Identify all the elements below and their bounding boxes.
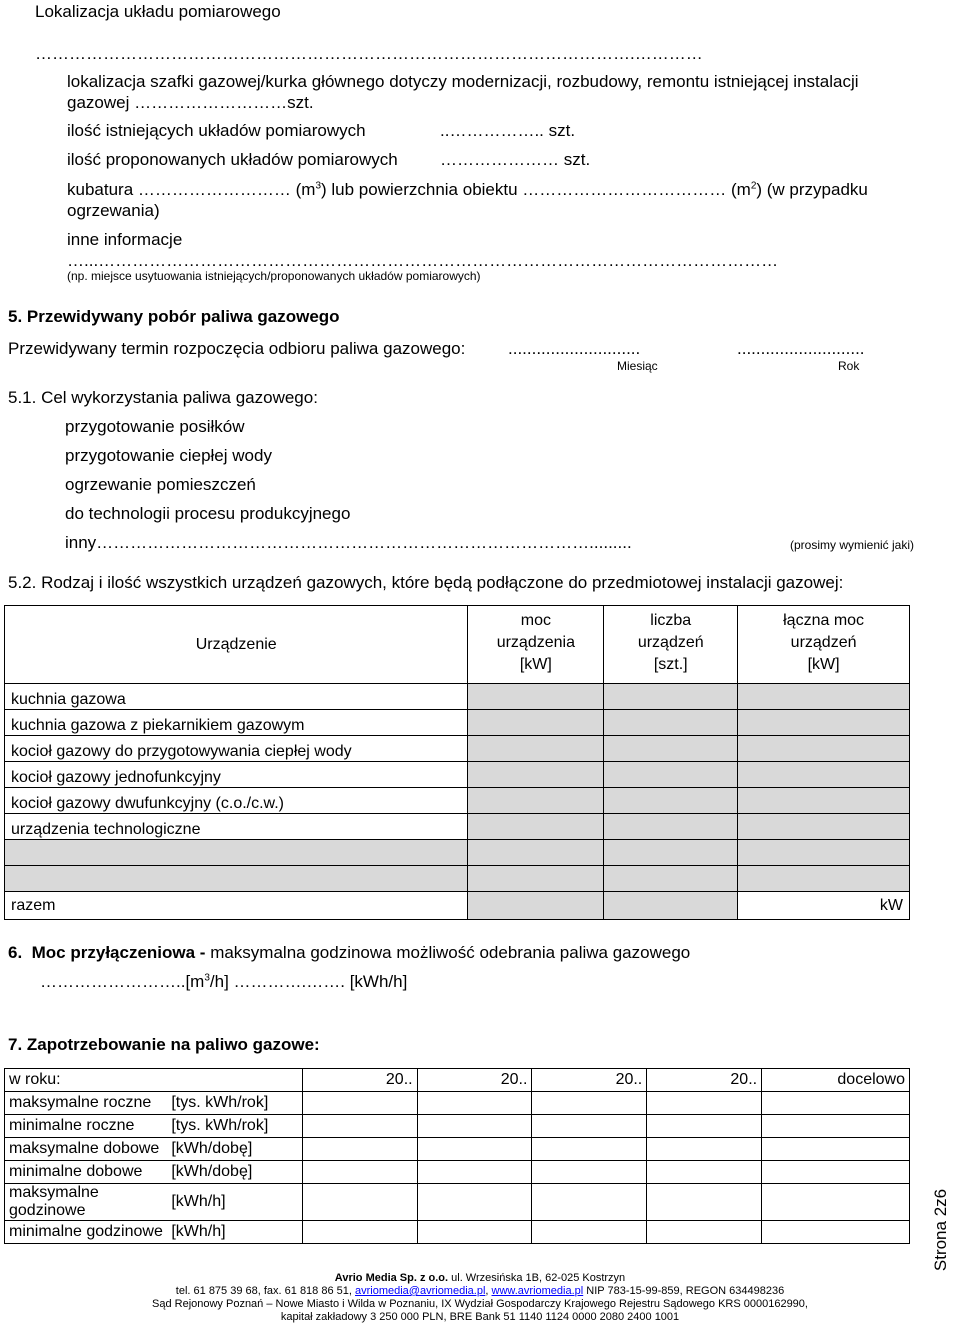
kubatura-line-2: ogrzewania) [67, 201, 160, 220]
year-column-header: 20.. [302, 1069, 417, 1092]
total-cell[interactable] [738, 788, 910, 814]
value-cell[interactable] [762, 1092, 910, 1115]
location-dots-line: …………………………………………………………………………………………….………… [35, 44, 703, 63]
consumption-table [4, 1068, 910, 1244]
device-name: urządzenia technologiczne [5, 814, 468, 840]
count-cell[interactable] [604, 840, 738, 866]
power-cell[interactable] [468, 762, 604, 788]
purpose-other-line: inny……………………………………………………………………………......... [65, 533, 632, 552]
year-column-header: 20.. [647, 1069, 762, 1092]
total-power-column-header: łączna moc urządzeń [kW] [738, 606, 910, 684]
value-cell[interactable] [647, 1138, 762, 1161]
target-column-header: docelowo [762, 1069, 910, 1092]
device-name: kuchnia gazowa z piekarnikiem gazowym [5, 710, 468, 736]
row-label: maksymalne godzinowe [5, 1184, 168, 1221]
cabinet-line-2: gazowej ………………………szt. [67, 93, 314, 112]
value-cell[interactable] [532, 1115, 647, 1138]
kubatura-line: kubatura ……………………… $(m^3)$ lub powierzchnia obiektu ……………………………… $(m^2)$ (w przypadku [67, 180, 868, 199]
total-count-cell [604, 892, 738, 920]
year-column-header: 20.. [417, 1069, 532, 1092]
count-cell[interactable] [604, 866, 738, 892]
table-row [5, 814, 910, 840]
cabinet-line-1: lokalizacja szafki gazowej/kurka głównego dotyczy modernizacji, rozbudowy, remontu istniejącej instalacji [67, 72, 859, 91]
value-cell[interactable] [302, 1138, 417, 1161]
value-cell[interactable] [417, 1115, 532, 1138]
other-info-dots: …...………………………………………………………………………………………………………… [67, 251, 779, 270]
value-cell[interactable] [417, 1184, 532, 1221]
value-cell[interactable] [532, 1221, 647, 1244]
row-label: minimalne godzinowe [5, 1221, 168, 1244]
page-number-label: Strona 2z6 [931, 1188, 951, 1272]
row-unit: [tys. kWh/rok] [167, 1115, 302, 1138]
table-row [5, 1221, 910, 1244]
value-cell[interactable] [762, 1184, 910, 1221]
count-cell[interactable] [604, 788, 738, 814]
row-label: maksymalne dobowe [5, 1138, 168, 1161]
value-cell[interactable] [417, 1161, 532, 1184]
power-cell[interactable] [468, 814, 604, 840]
table-header-row [5, 606, 910, 684]
total-cell[interactable] [738, 866, 910, 892]
year-dots: ........................... [737, 339, 865, 358]
footer-contact: tel. 61 875 39 68, fax. 61 818 86 51, avriomedia@avriomedia.pl, www.avriomedia.pl NIP 783-15-99-859, REGON 634498236 [175, 1285, 785, 1297]
month-dots: ............................ [508, 339, 641, 358]
table-row [5, 1161, 910, 1184]
device-name[interactable] [5, 840, 468, 866]
count-cell[interactable] [604, 814, 738, 840]
power-cell[interactable] [468, 684, 604, 710]
count-column-header: liczba urządzeń [szt.] [604, 606, 738, 684]
total-cell[interactable] [738, 762, 910, 788]
value-cell[interactable] [762, 1138, 910, 1161]
section6-heading: 6. Moc przyłączeniowa - maksymalna godzinowa możliwość odebrania paliwa gazowego [8, 943, 691, 962]
value-cell[interactable] [302, 1184, 417, 1221]
value-cell[interactable] [647, 1115, 762, 1138]
section7-heading: 7. Zapotrzebowanie na paliwo gazowe: [8, 1035, 320, 1054]
row-label: maksymalne roczne [5, 1092, 168, 1115]
total-cell[interactable] [738, 710, 910, 736]
value-cell[interactable] [647, 1092, 762, 1115]
purpose-heading: 5.1. Cel wykorzystania paliwa gazowego: [8, 388, 318, 407]
value-cell[interactable] [532, 1092, 647, 1115]
connection-power-line: $\dots\dots\dots\dots\dots\dots\dots\dots..[m^3/h]$ ………….……. [kWh/h] [40, 972, 408, 991]
table-row [5, 736, 910, 762]
value-cell[interactable] [302, 1115, 417, 1138]
total-cell[interactable] [738, 684, 910, 710]
footer-www-link[interactable]: www.avriomedia.pl [491, 1285, 584, 1297]
total-row [5, 892, 910, 920]
value-cell[interactable] [647, 1221, 762, 1244]
footer-capital: kapitał zakładowy 3 250 000 PLN, BRE Bank 51 1140 1124 0000 2080 2400 1001 [280, 1311, 680, 1323]
count-cell[interactable] [604, 710, 738, 736]
count-cell[interactable] [604, 762, 738, 788]
table-row [5, 1115, 910, 1138]
consumption-header-row [5, 1069, 910, 1092]
row-unit: [kWh/dobę] [167, 1138, 302, 1161]
row-label: minimalne dobowe [5, 1161, 168, 1184]
footer [0, 1272, 960, 1324]
value-cell[interactable] [417, 1138, 532, 1161]
value-cell[interactable] [417, 1221, 532, 1244]
proposed-meters-label: ilość proponowanych układów pomiarowych [67, 150, 398, 169]
table-row [5, 788, 910, 814]
device-column-header: Urządzenie [5, 606, 468, 684]
value-cell[interactable] [647, 1184, 762, 1221]
footer-email-link[interactable]: avriomedia@avriomedia.pl [355, 1285, 486, 1297]
value-cell[interactable] [417, 1092, 532, 1115]
table-row [5, 840, 910, 866]
row-unit: [kWh/h] [167, 1221, 302, 1244]
row-unit: [kWh/dobę] [167, 1161, 302, 1184]
purpose-item: przygotowanie ciepłej wody [65, 446, 272, 465]
year-label: w roku: [5, 1069, 303, 1092]
total-cell[interactable] [738, 814, 910, 840]
start-date-label: Przewidywany termin rozpoczęcia odbioru paliwa gazowego: [8, 339, 466, 358]
table-row [5, 866, 910, 892]
power-cell[interactable] [468, 736, 604, 762]
count-cell[interactable] [604, 736, 738, 762]
year-caption: Rok [838, 359, 860, 373]
table-row [5, 710, 910, 736]
value-cell[interactable] [647, 1161, 762, 1184]
section5-heading: 5. Przewidywany pobór paliwa gazowego [8, 307, 340, 326]
value-cell[interactable] [762, 1221, 910, 1244]
value-cell[interactable] [532, 1138, 647, 1161]
value-cell[interactable] [762, 1161, 910, 1184]
total-cell[interactable] [738, 736, 910, 762]
footer-company: Avrio Media Sp. z o.o. ul. Wrzesińska 1B, 62-025 Kostrzyn [334, 1272, 626, 1284]
device-name: kocioł gazowy jednofunkcyjny [5, 762, 468, 788]
total-label: razem [5, 892, 468, 920]
total-power-cell [468, 892, 604, 920]
devices-heading: 5.2. Rodzaj i ilość wszystkich urządzeń gazowych, które będą podłączone do przedmiotowej instalacji gazowej: [8, 573, 844, 592]
value-cell[interactable] [302, 1161, 417, 1184]
device-name: kuchnia gazowa [5, 684, 468, 710]
power-cell[interactable] [468, 788, 604, 814]
month-caption: Miesiąc [617, 359, 658, 373]
total-cell[interactable] [738, 840, 910, 866]
row-label: minimalne roczne [5, 1115, 168, 1138]
value-cell[interactable] [762, 1115, 910, 1138]
proposed-meters-value: ………………… szt. [440, 150, 591, 169]
table-row [5, 684, 910, 710]
total-unit: kW [738, 892, 910, 920]
existing-meters-value: ..…………….. szt. [440, 121, 576, 140]
table-row [5, 1184, 910, 1221]
row-unit: [tys. kWh/rok] [167, 1092, 302, 1115]
value-cell[interactable] [532, 1184, 647, 1221]
year-column-header: 20.. [532, 1069, 647, 1092]
footer-court: Sąd Rejonowy Poznań – Nowe Miasto i Wilda w Poznaniu, IX Wydział Gospodarczy Krajowego Rejestru Sądowego KRS 0000162990, [152, 1298, 808, 1310]
location-note: (np. miejsce usytuowania istniejących/proponowanych układów pomiarowych) [67, 269, 481, 283]
device-name: kocioł gazowy do przygotowywania ciepłej wody [5, 736, 468, 762]
power-cell[interactable] [468, 840, 604, 866]
equipment-table [4, 605, 910, 920]
purpose-item: do technologii procesu produkcyjnego [65, 504, 351, 523]
purpose-item: przygotowanie posiłków [65, 417, 245, 436]
purpose-item: ogrzewanie pomieszczeń [65, 475, 256, 494]
row-unit: [kWh/h] [167, 1184, 302, 1221]
power-column-header: moc urządzenia [kW] [468, 606, 604, 684]
count-cell[interactable] [604, 684, 738, 710]
power-cell[interactable] [468, 866, 604, 892]
value-cell[interactable] [302, 1092, 417, 1115]
value-cell[interactable] [302, 1221, 417, 1244]
power-cell[interactable] [468, 710, 604, 736]
purpose-other-note: (prosimy wymienić jaki) [790, 538, 915, 552]
device-name: kocioł gazowy dwufunkcyjny (c.o./c.w.) [5, 788, 468, 814]
value-cell[interactable] [532, 1161, 647, 1184]
existing-meters-label: ilość istniejących układów pomiarowych [67, 121, 366, 140]
table-row [5, 1092, 910, 1115]
other-info-label: inne informacje [67, 230, 183, 249]
location-heading: Lokalizacja układu pomiarowego [35, 2, 281, 21]
table-row [5, 762, 910, 788]
table-row [5, 1138, 910, 1161]
device-name[interactable] [5, 866, 468, 892]
